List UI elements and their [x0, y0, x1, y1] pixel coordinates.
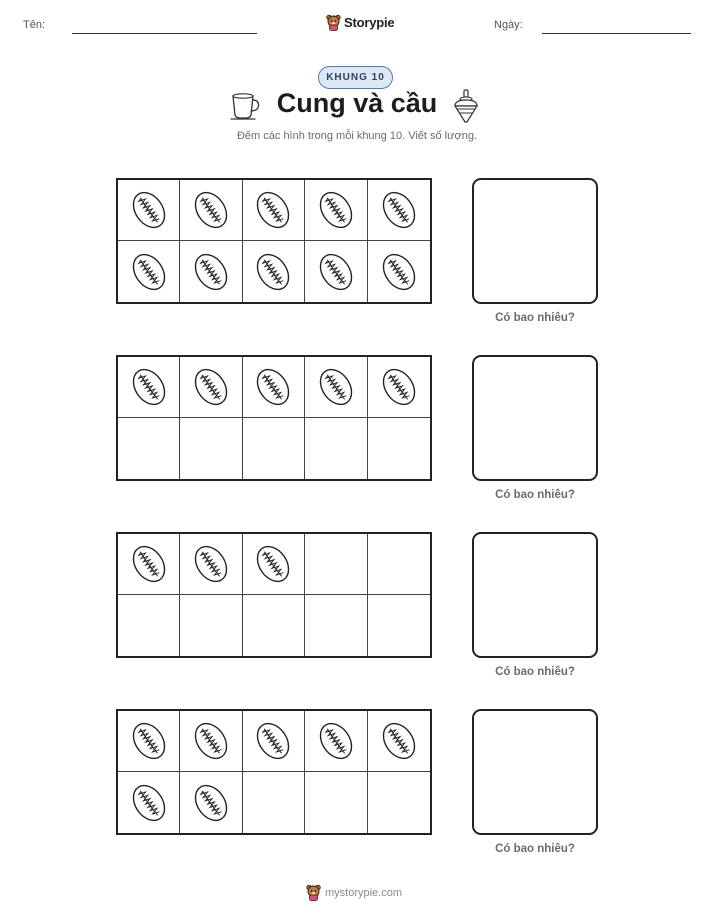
ten-frame-cell: [118, 357, 180, 418]
ten-frame-cell: [118, 180, 180, 241]
instructions: Đếm các hình trong mỗi khung 10. Viết số lượng.: [236, 130, 477, 142]
ten-frame-cell: [180, 534, 242, 595]
cowrie-shell-icon: [316, 719, 356, 763]
cowrie-shell-icon: [191, 250, 231, 294]
ten-frame-cell: [243, 180, 305, 241]
ten-frame-cell: [368, 357, 430, 418]
cowrie-shell-icon: [316, 365, 356, 409]
question-label-3: Có bao nhiêu?: [495, 666, 575, 678]
date-field[interactable]: [542, 33, 691, 34]
question-label-4: Có bao nhiêu?: [495, 843, 575, 855]
cowrie-shell-icon: [253, 250, 293, 294]
ten-frame-cell: [180, 772, 242, 833]
ten-frame-1: [116, 178, 432, 304]
footer-url: mystorypie.com: [325, 886, 403, 899]
cowrie-shell-icon: [379, 719, 419, 763]
name-label: Tên:: [23, 19, 46, 31]
ten-frame-cell: [118, 772, 180, 833]
ten-frame-cell: [305, 241, 367, 302]
ten-frame-cell: [180, 595, 242, 656]
ten-frame-cell: [368, 534, 430, 595]
ten-frame-4: [116, 709, 432, 835]
name-field[interactable]: [72, 33, 257, 34]
ten-frame-cell: [180, 357, 242, 418]
ten-frame-2: [116, 355, 432, 481]
page-title: Cung và cầu: [276, 88, 438, 118]
answer-box-2[interactable]: [472, 355, 598, 481]
ten-frame-cell: [368, 180, 430, 241]
cowrie-shell-icon: [253, 542, 293, 586]
ten-frame-cell: [305, 595, 367, 656]
question-label-1: Có bao nhiêu?: [495, 312, 575, 324]
ten-frame-cell: [368, 711, 430, 772]
ten-frame-cell: [243, 357, 305, 418]
brand-logo: [326, 12, 394, 32]
cowrie-shell-icon: [191, 719, 231, 763]
cowrie-shell-icon: [129, 542, 169, 586]
cowrie-shell-icon: [191, 365, 231, 409]
ten-frame-cell: [243, 418, 305, 479]
ten-frame-cell: [180, 711, 242, 772]
cowrie-shell-icon: [129, 365, 169, 409]
ten-frame-cell: [305, 772, 367, 833]
ten-frame-cell: [305, 711, 367, 772]
ten-frame-cell: [118, 534, 180, 595]
bear-mascot-icon: [306, 884, 321, 901]
ten-frame-cell: [305, 357, 367, 418]
ten-frame-cell: [118, 418, 180, 479]
answer-box-3[interactable]: [472, 532, 598, 658]
bear-mascot-icon: [326, 14, 341, 31]
spinning-top-icon: [452, 89, 480, 125]
ten-frame-cell: [118, 595, 180, 656]
ten-frame-cell: [180, 241, 242, 302]
ten-frame-cell: [243, 595, 305, 656]
cowrie-shell-icon: [379, 365, 419, 409]
ten-frame-cell: [305, 418, 367, 479]
cowrie-shell-icon: [191, 188, 231, 232]
ten-frame-cell: [368, 772, 430, 833]
cowrie-shell-icon: [191, 542, 231, 586]
cowrie-shell-icon: [379, 250, 419, 294]
cowrie-shell-icon: [129, 188, 169, 232]
ten-frame-cell: [368, 241, 430, 302]
cowrie-shell-icon: [129, 250, 169, 294]
ten-frame-cell: [118, 241, 180, 302]
cowrie-shell-icon: [253, 719, 293, 763]
ten-frame-cell: [180, 180, 242, 241]
ten-frame-cell: [305, 534, 367, 595]
ten-frame-cell: [118, 711, 180, 772]
cowrie-shell-icon: [316, 188, 356, 232]
cowrie-shell-icon: [191, 781, 231, 825]
date-label: Ngày:: [494, 19, 523, 31]
ten-frame-cell: [243, 711, 305, 772]
ten-frame-cell: [243, 534, 305, 595]
cowrie-shell-icon: [253, 365, 293, 409]
ten-frame-cell: [368, 418, 430, 479]
cowrie-shell-icon: [379, 188, 419, 232]
ten-frame-3: [116, 532, 432, 658]
worksheet-type-badge: KHUNG 10: [318, 66, 393, 89]
footer: [306, 884, 402, 901]
answer-box-4[interactable]: [472, 709, 598, 835]
cowrie-shell-icon: [316, 250, 356, 294]
ten-frame-cell: [243, 241, 305, 302]
question-label-2: Có bao nhiêu?: [495, 489, 575, 501]
brand-name: Storypie: [344, 14, 395, 30]
ten-frame-cell: [305, 180, 367, 241]
ten-frame-cell: [180, 418, 242, 479]
ten-frame-cell: [368, 595, 430, 656]
ten-frame-cell: [243, 772, 305, 833]
cowrie-shell-icon: [253, 188, 293, 232]
cowrie-shell-icon: [129, 719, 169, 763]
cowrie-shell-icon: [129, 781, 169, 825]
answer-box-1[interactable]: [472, 178, 598, 304]
